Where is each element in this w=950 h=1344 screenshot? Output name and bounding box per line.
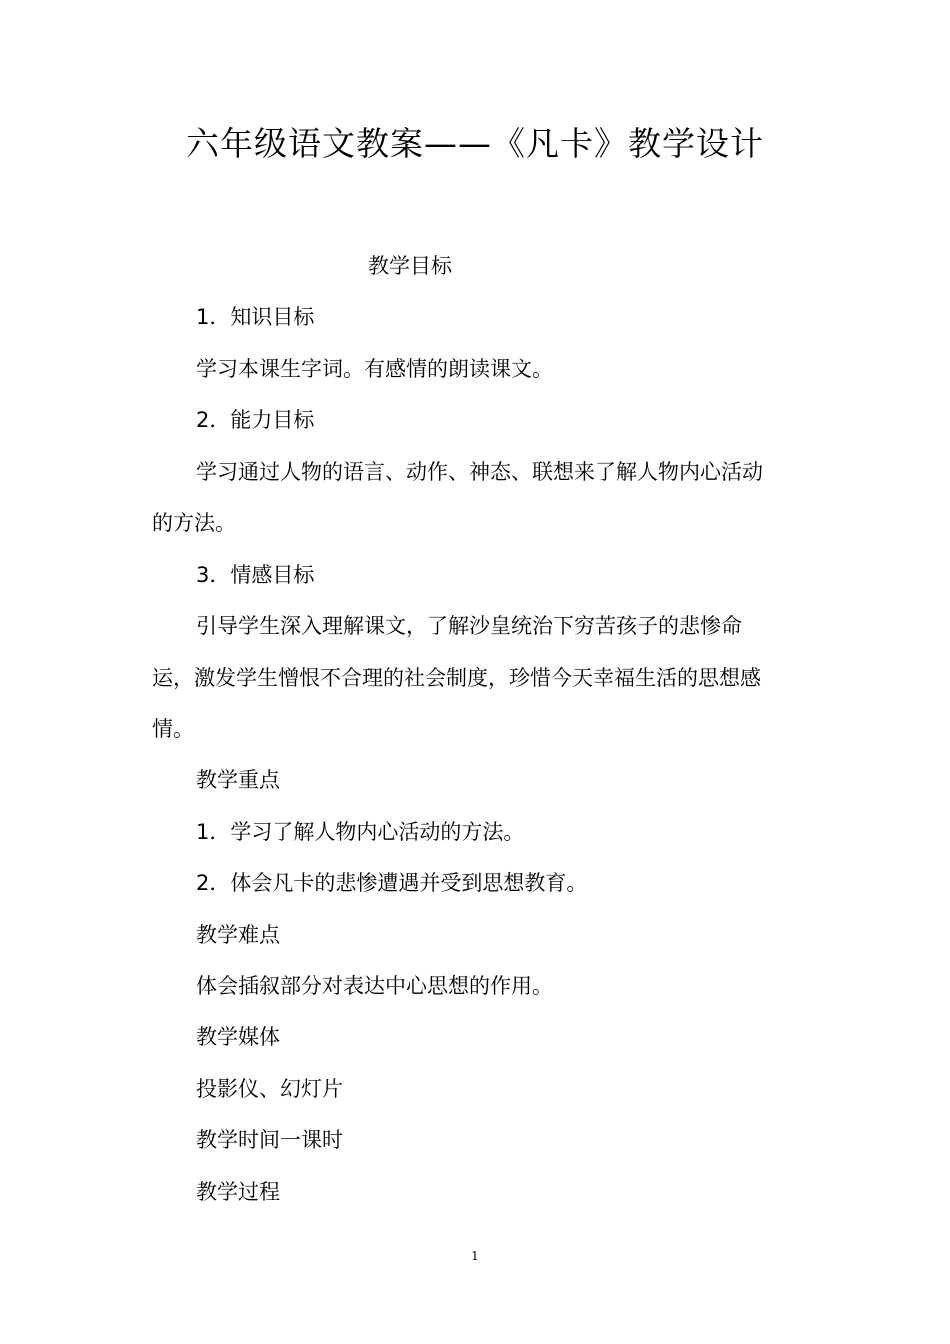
objective-3-label: 3．情感目标 bbox=[196, 563, 315, 587]
key-point-1: 1．学习了解人物内心活动的方法。 bbox=[196, 820, 525, 844]
objective-1-label: 1．知识目标 bbox=[196, 305, 315, 329]
media-heading: 教学媒体 bbox=[196, 1025, 280, 1049]
page-number: 1 bbox=[471, 1249, 479, 1263]
objective-2-label: 2．能力目标 bbox=[196, 408, 315, 432]
objectives-heading: 教学目标 bbox=[368, 254, 452, 278]
objective-3-text-line-3: 情。 bbox=[152, 717, 194, 741]
process-heading: 教学过程 bbox=[196, 1180, 280, 1204]
time-text: 教学时间一课时 bbox=[196, 1128, 343, 1152]
key-point-2: 2．体会凡卡的悲惨遭遇并受到思想教育。 bbox=[196, 871, 588, 895]
objective-2-text-line-2: 的方法。 bbox=[152, 511, 236, 535]
key-points-heading: 教学重点 bbox=[196, 768, 280, 792]
objective-3-text-line-1: 引导学生深入理解课文，了解沙皇统治下穷苦孩子的悲惨命 bbox=[196, 614, 742, 638]
objective-2-text-line-1: 学习通过人物的语言、动作、神态、联想来了解人物内心活动 bbox=[196, 460, 763, 484]
difficulty-text: 体会插叙部分对表达中心思想的作用。 bbox=[196, 974, 553, 998]
difficulty-heading: 教学难点 bbox=[196, 923, 280, 947]
objective-3-text-line-2: 运，激发学生憎恨不合理的社会制度，珍惜今天幸福生活的思想感 bbox=[152, 666, 761, 690]
document-title: 六年级语文教案——《凡卡》教学设计 bbox=[186, 124, 764, 163]
media-text: 投影仪、幻灯片 bbox=[196, 1077, 343, 1101]
objective-1-text: 学习本课生字词。有感情的朗读课文。 bbox=[196, 357, 553, 381]
